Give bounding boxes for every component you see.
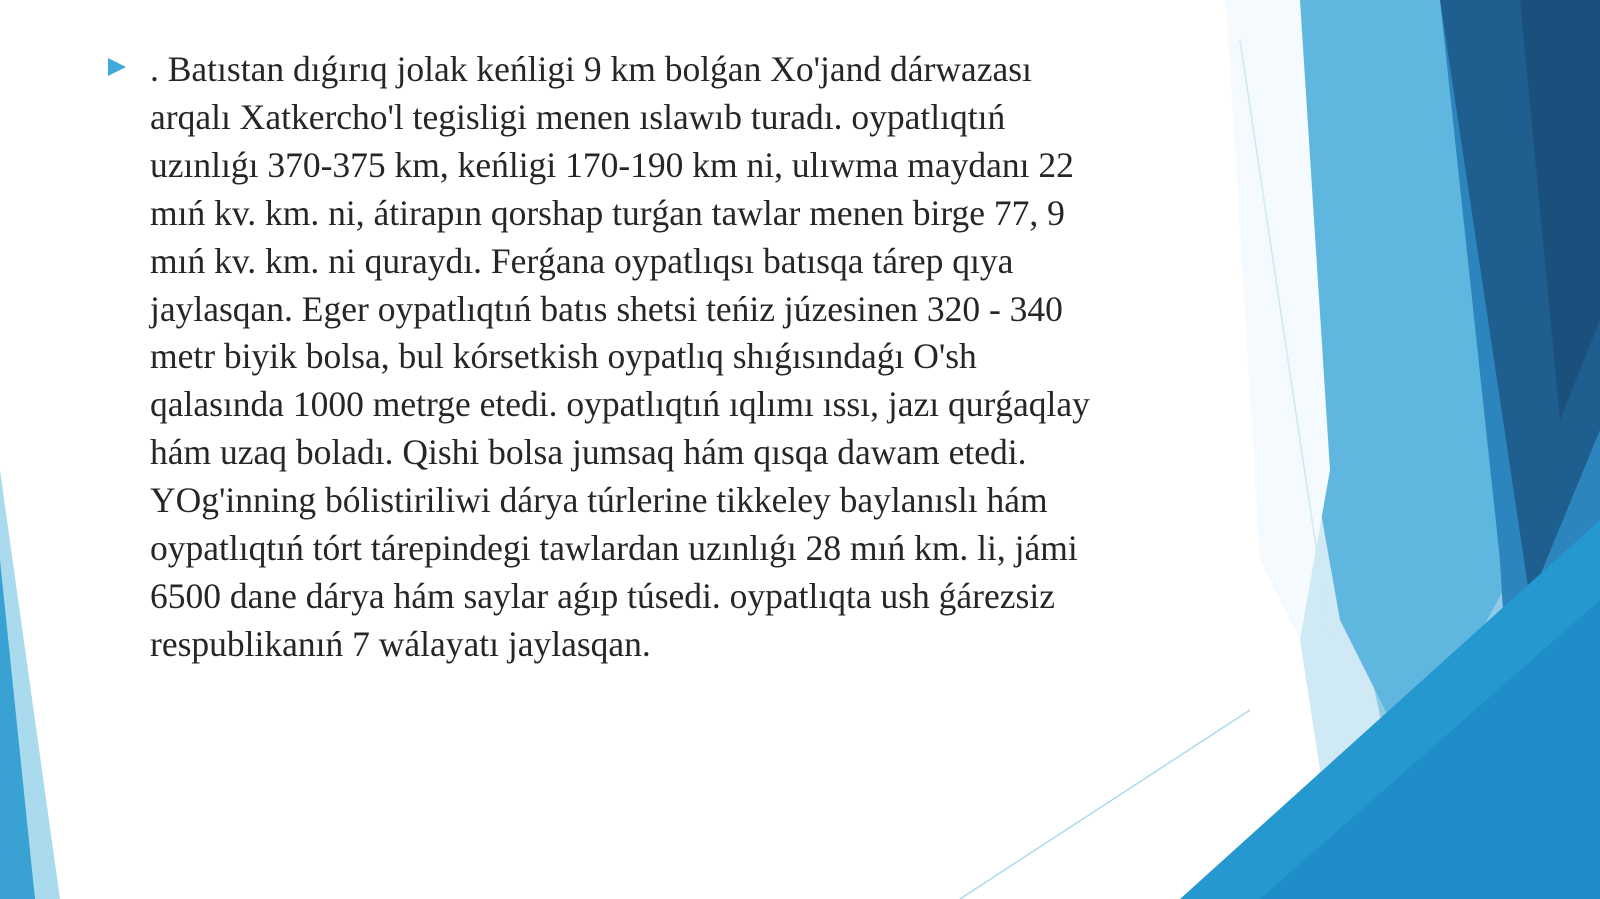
accent-line-diagonal — [960, 710, 1250, 899]
bullet-item — [108, 46, 1228, 669]
triangle-right-icon — [108, 56, 126, 78]
bullet-paragraph: . Batıstan dıǵırıq jolak keńligi 9 km bolǵan Xo'jand dárwazası arqalı Xatkercho'l tegisligi menen ıslawıb turadı. oypatlıqtıń uzınlıǵı 370-375 km, keńligi 170-190 km ni, ulıwma maydanı 22 mıń kv. km. ni, átirapın qorshap turǵan tawlar menen birge 77, 9 mıń kv. km. ni quraydı. Ferǵana oypatlıqsı batısqa tárep qıya jaylasqan. Eger oypatlıqtıń batıs shetsi teńiz júzesinen 320 - 340 metr biyik bolsa, bul kórsetkish oypatlıq shıǵısındaǵı O'sh qalasında 1000 metrge etedi. oypatlıqtıń ıqlımı ıssı, jazı qurǵaqlay hám uzaq boladı. Qishi bolsa jumsaq hám qısqa dawam etedi. YOg'inning bólistiriliwi dárya túrlerine tikkeley baylanıslı hám oypatlıqtıń tórt tárepindegi tawlardan uzınlıǵı 28 mıń km. li, jámi 6500 dane dárya hám saylar aǵıp túsedi. oypatlıqta ush ǵárezsiz respublikanıń 7 wálayatı jaylasqan. — [150, 49, 1090, 664]
content-area — [108, 46, 1228, 669]
